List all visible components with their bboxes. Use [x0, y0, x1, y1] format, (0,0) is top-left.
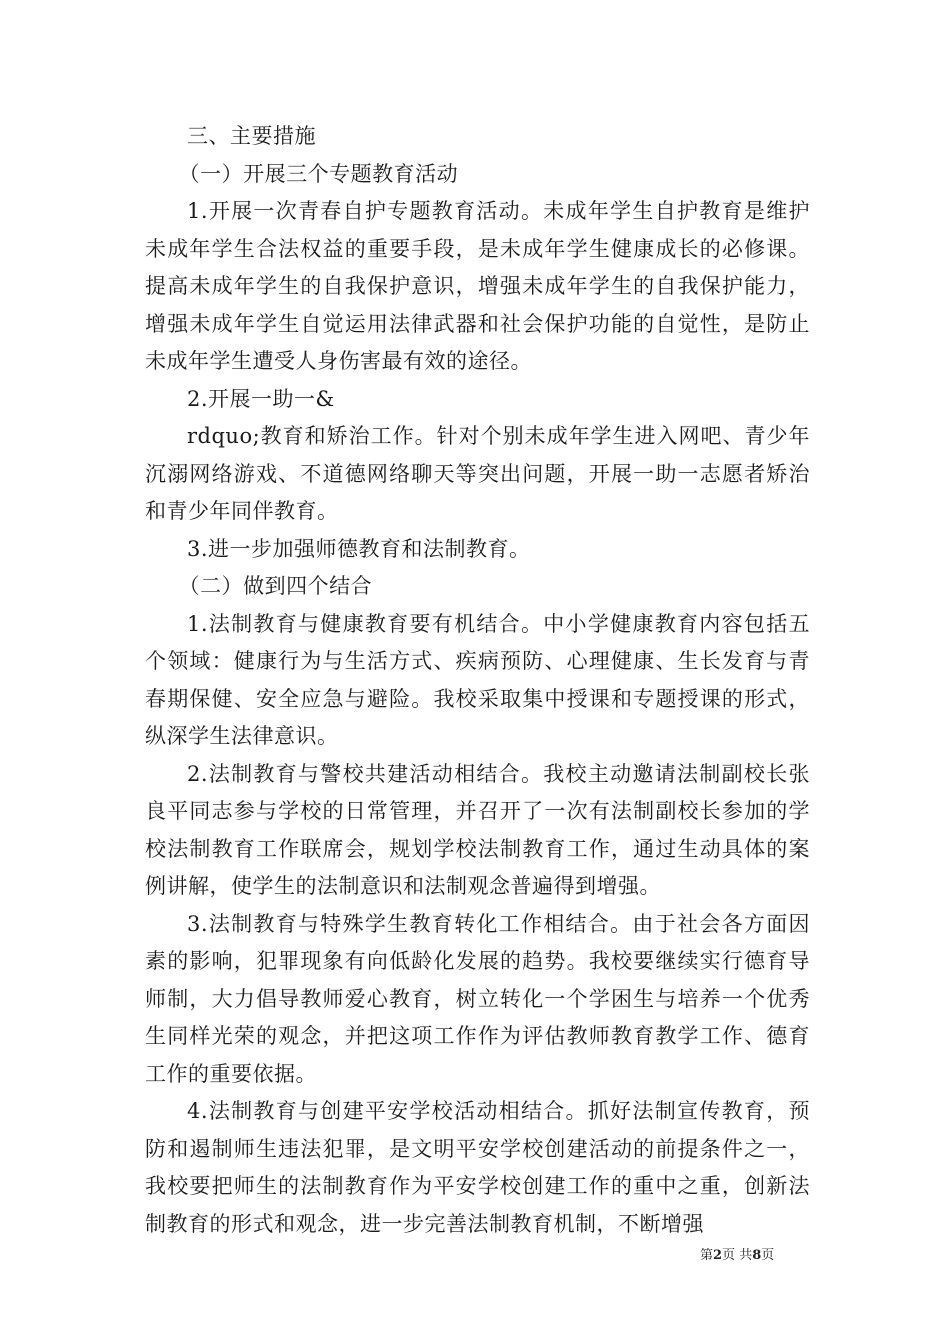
- paragraph-self-protection: 1.开展一次青春自护专题教育活动。未成年学生自护教育是维护未成年学生合法权益的重要手段，是未成年学生健康成长的必修课。提高未成年学生的自我保护意识，增强未成年学生的自我保护能力，增强未成年学生自觉运用法律武器和社会保护功能的自觉性，是防止未成年学生遭受人身伤害最有效的途径。: [145, 199, 810, 373]
- paragraph-teacher-ethics: 3.进一步加强师德教育和法制教育。: [187, 536, 531, 561]
- paragraph-one-help-one: 2.开展一助一&: [187, 386, 335, 411]
- paragraph-rehabilitation: rdquo;教育和矫治工作。针对个别未成年学生进入网吧、青少年沉溺网络游戏、不道德网络聊天等突出问题，开展一助一志愿者矫治和青少年同伴教育。: [145, 424, 810, 523]
- document-body: [145, 118, 810, 1243]
- total-page-number: 8: [752, 1248, 762, 1263]
- page-number-footer: [700, 1244, 774, 1263]
- subheading-four-combinations: （二）做到四个结合: [178, 574, 373, 598]
- footer-prefix: 第: [700, 1248, 714, 1263]
- paragraph-special-students: 3.法制教育与特殊学生教育转化工作相结合。由于社会各方面因素的影响，犯罪现象有向低龄化发展的趋势。我校要继续实行德育导师制，大力倡导教师爱心教育，树立转化一个学困生与培养一个优秀生同样光荣的观念，并把这项工作作为评估教师教育教学工作、德育工作的重要依据。: [145, 911, 810, 1086]
- footer-suffix: 页: [761, 1248, 775, 1263]
- paragraph-police-school: 2.法制教育与警校共建活动相结合。我校主动邀请法制副校长张良平同志参与学校的日常管理，并召开了一次有法制副校长参加的学校法制教育工作联席会，规划学校法制教育工作，通过生动具体的案例讲解，使学生的法制意识和法制观念普遍得到增强。: [145, 761, 810, 898]
- paragraph-health-education: 1.法制教育与健康教育要有机结合。中小学健康教育内容包括五个领域：健康行为与生活方式、疾病预防、心理健康、生长发育与青春期保健、安全应急与避险。我校采取集中授课和专题授课的形式，纵深学生法律意识。: [145, 611, 810, 748]
- subheading-three-activities: （一）开展三个专题教育活动: [178, 161, 459, 186]
- current-page-number: 2: [713, 1248, 723, 1263]
- paragraph-safe-school: 4.法制教育与创建平安学校活动相结合。抓好法制宣传教育，预防和遏制师生违法犯罪，是文明平安学校创建活动的前提条件之一，我校要把师生的法制教育作为平安学校创建工作的重中之重，创新法制教育的形式和观念，进一步完善法制教育机制，不断增强: [145, 1099, 810, 1236]
- section-heading-measures: 三、主要措施: [187, 124, 316, 148]
- footer-middle: 页 共: [722, 1248, 753, 1263]
